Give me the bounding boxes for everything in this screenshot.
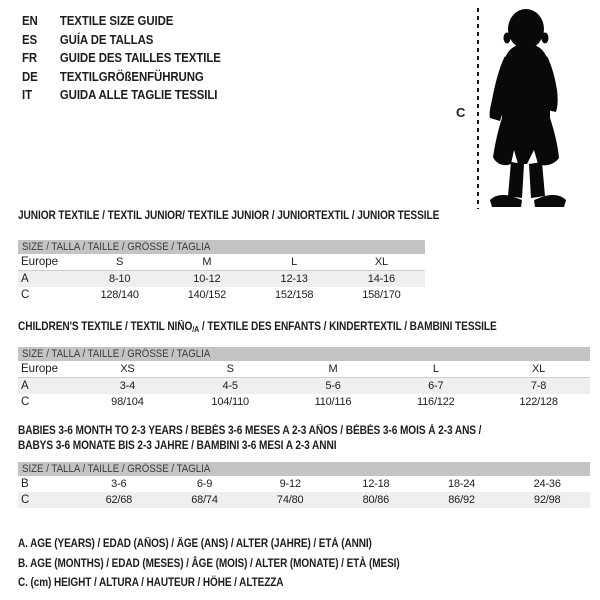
language-code: DE — [22, 68, 38, 84]
footnote-legend — [18, 535, 400, 594]
table-cell: 140/152 — [187, 289, 227, 301]
guide-title: GUÍA DE TALLAS — [59, 31, 154, 47]
heading-subscript: /A — [192, 325, 200, 334]
heading-text: CHILDREN'S TEXTILE / TEXTIL NIÑO — [18, 321, 193, 333]
height-measure-dashed-line — [477, 8, 479, 209]
table-row-height — [18, 394, 590, 410]
table-cell: 122/128 — [519, 396, 558, 408]
height-measure-label: C — [456, 105, 466, 120]
table-cell: M — [202, 256, 212, 268]
table-cell: 14-16 — [367, 273, 395, 285]
heading-line-2: BABYS 3-6 MONATE BIS 2-3 JAHRE / BAMBINI 3-6 MESI A 2-3 ANNI — [18, 439, 337, 452]
table-cell: 24-36 — [533, 478, 561, 490]
table-cell: 80/86 — [362, 494, 390, 506]
table-cell: S — [116, 256, 124, 268]
size-header-label: SIZE / TALLA / TAILLE / GRÖSSE / TAGLIA — [22, 241, 211, 253]
guide-title: TEXTILE SIZE GUIDE — [59, 13, 174, 28]
table-row-height — [18, 492, 590, 508]
table-cell: L — [432, 363, 439, 375]
size-header-label: SIZE / TALLA / TAILLE / GRÖSSE / TAGLIA — [22, 463, 211, 475]
table-cell: 12-13 — [280, 273, 308, 285]
language-code: FR — [22, 50, 38, 65]
table-cell: 9-12 — [279, 478, 301, 490]
guide-title: GUIDE DES TAILLES TEXTILE — [59, 50, 221, 65]
children-section-heading — [18, 321, 497, 334]
babies-size-table — [18, 462, 590, 508]
table-cell: 86/92 — [448, 494, 475, 506]
table-cell: 158/170 — [362, 289, 401, 301]
table-cell: 8-10 — [109, 273, 131, 285]
table-row-europe — [18, 361, 590, 378]
table-cell: 152/158 — [274, 289, 314, 301]
row-label: A — [21, 273, 29, 285]
row-label: C — [21, 289, 30, 301]
table-cell: 110/116 — [314, 396, 352, 408]
table-row-age — [18, 378, 590, 394]
table-cell: 98/104 — [111, 396, 144, 408]
junior-section-heading: JUNIOR TEXTILE / TEXTIL JUNIOR/ TEXTILE JUNIOR / JUNIORTEXTIL / JUNIOR TESSILE — [18, 210, 440, 222]
table-cell: 68/74 — [191, 494, 218, 506]
table-cell: 6-7 — [428, 380, 444, 392]
language-code: IT — [22, 87, 32, 102]
table-cell: 116/122 — [417, 396, 455, 408]
table-cell: 12-18 — [362, 478, 390, 490]
heading-line-1: BABIES 3-6 MONTH TO 2-3 YEARS / BEBÉS 3-6 MESES A 2-3 AÑOS / BÉBÉS 3-6 MOIS À 2-3 ANS / — [18, 425, 482, 437]
babies-section-heading — [18, 424, 481, 453]
table-cell: 62/68 — [105, 494, 133, 506]
table-cell: XL — [374, 256, 388, 268]
table-cell: 10-12 — [193, 273, 221, 285]
table-cell: XS — [120, 363, 135, 375]
row-label: C — [21, 396, 30, 408]
heading-text: / TEXTILE DES ENFANTS / KINDERTEXTIL / BAMBINI TESSILE — [199, 321, 497, 333]
row-label: Europe — [21, 363, 59, 375]
language-row-fr — [22, 49, 221, 68]
size-header-label: SIZE / TALLA / TAILLE / GRÖSSE / TAGLIA — [22, 348, 211, 360]
table-cell: 5-6 — [325, 380, 341, 392]
table-cell: L — [291, 256, 298, 268]
table-cell: 92/98 — [533, 494, 561, 506]
size-header-bar — [18, 347, 590, 361]
table-cell: 7-8 — [530, 380, 547, 392]
table-cell: 3-4 — [119, 380, 136, 392]
size-header-bar — [18, 240, 425, 254]
language-code: ES — [22, 31, 38, 47]
table-cell: 74/80 — [276, 494, 304, 506]
row-label: A — [21, 380, 29, 392]
table-cell: 3-6 — [111, 478, 127, 490]
junior-size-table — [18, 240, 425, 303]
language-row-it — [22, 86, 221, 105]
table-cell: 18-24 — [447, 478, 476, 490]
table-row-age — [18, 271, 425, 287]
language-title-list — [22, 12, 221, 105]
language-row-de — [22, 68, 221, 87]
row-label: B — [21, 478, 29, 490]
table-cell: S — [226, 363, 234, 375]
table-cell: XL — [532, 363, 546, 375]
table-cell: 128/140 — [100, 289, 139, 301]
children-size-table — [18, 347, 590, 410]
table-row-height — [18, 287, 425, 303]
row-label: Europe — [21, 256, 59, 268]
row-label: C — [21, 494, 30, 506]
guide-title: GUIDA ALLE TAGLIE TESSILI — [59, 87, 218, 102]
baby-silhouette-icon — [484, 6, 576, 211]
guide-title: TEXTILGRÖßENFÜHRUNG — [59, 68, 204, 84]
language-row-en — [22, 12, 221, 31]
table-cell: 4-5 — [222, 380, 238, 392]
footnote-b: B. AGE (MONTHS) / EDAD (MESES) / ÂGE (MOIS) / ALTER (MONATE) / ETÀ (MESI) — [18, 557, 400, 570]
table-row-age-months — [18, 476, 590, 492]
size-header-bar — [18, 462, 590, 476]
language-row-es — [22, 31, 221, 50]
footnote-c: C. (cm) HEIGHT / ALTURA / HAUTEUR / HÖHE / ALTEZZA — [18, 577, 284, 589]
language-code: EN — [22, 13, 38, 28]
table-row-europe — [18, 254, 425, 271]
table-cell: 104/110 — [211, 396, 249, 408]
table-cell: 6-9 — [196, 478, 213, 490]
table-cell: M — [328, 363, 338, 375]
footnote-a: A. AGE (YEARS) / EDAD (AÑOS) / ÂGE (ANS) / ALTER (JAHRE) / ETÀ (ANNI) — [18, 538, 372, 550]
